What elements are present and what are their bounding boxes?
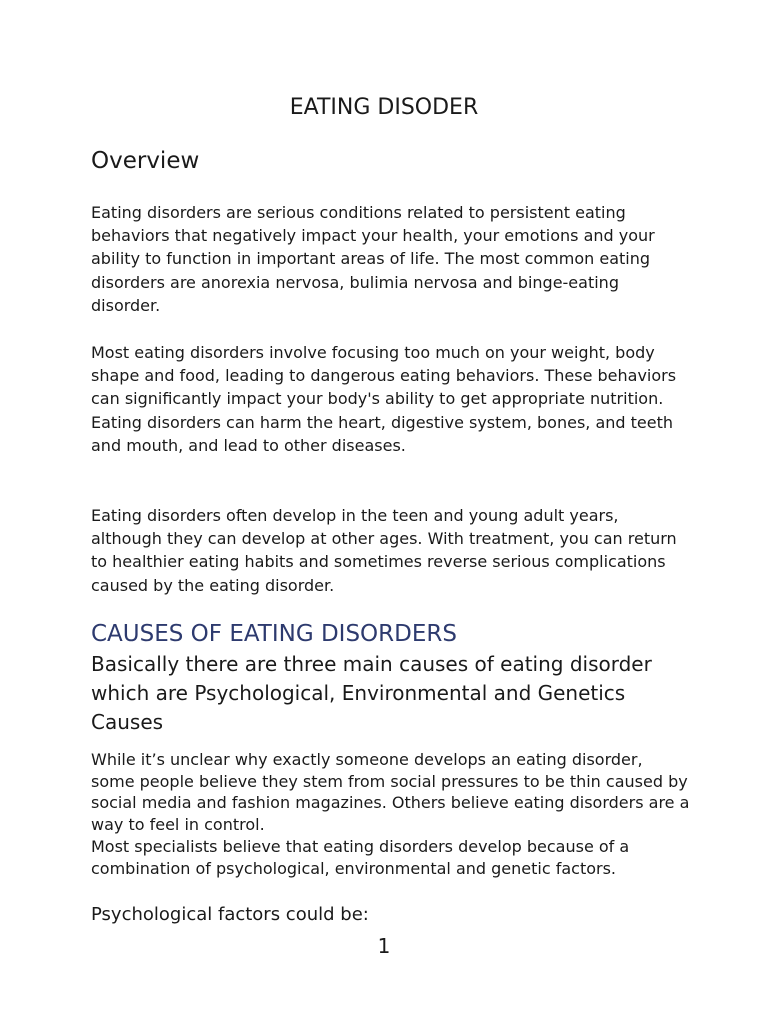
- document-title: EATING DISODER: [289, 95, 479, 120]
- overview-heading: Overview: [91, 148, 200, 174]
- page-number: 1: [377, 934, 391, 958]
- overview-paragraph-3: Eating disorders often develop in the teen and young adult years, although they can develop at other ages. With treatment, you can return to healthier eating habits and sometimes reverse serious complications caused by the eating disorder.: [91, 506, 677, 595]
- causes-paragraph-2: Most specialists believe that eating disorders develop because of a combination of psychological, environmental and genetic factors.: [91, 837, 630, 878]
- overview-paragraph-1: Eating disorders are serious conditions related to persistent eating behaviors that negatively impact your health, your emotions and your ability to function in important areas of life. The most common eating disorders are anorexia nervosa, bulimia nervosa and binge-eating disorder.: [91, 203, 655, 315]
- overview-paragraph-2: Most eating disorders involve focusing too much on your weight, body shape and food, leading to dangerous eating behaviors. These behaviors can significantly impact your body's ability to get appropriate nutrition. Eating disorders can harm the heart, digestive system, bones, and teeth and mouth, and lead to other diseases.: [91, 343, 677, 455]
- causes-paragraph-1: While it’s unclear why exactly someone develops an eating disorder, some people believe they stem from social pressures to be thin caused by social media and fashion magazines. Others believe eating disorders are a way to feel in control.: [91, 750, 690, 834]
- causes-heading: CAUSES OF EATING DISORDERS: [91, 621, 457, 647]
- psychological-factors-line: Psychological factors could be:: [91, 904, 369, 925]
- causes-intro: Basically there are three main causes of eating disorder which are Psychological, Environmental and Genetics Causes: [91, 652, 652, 734]
